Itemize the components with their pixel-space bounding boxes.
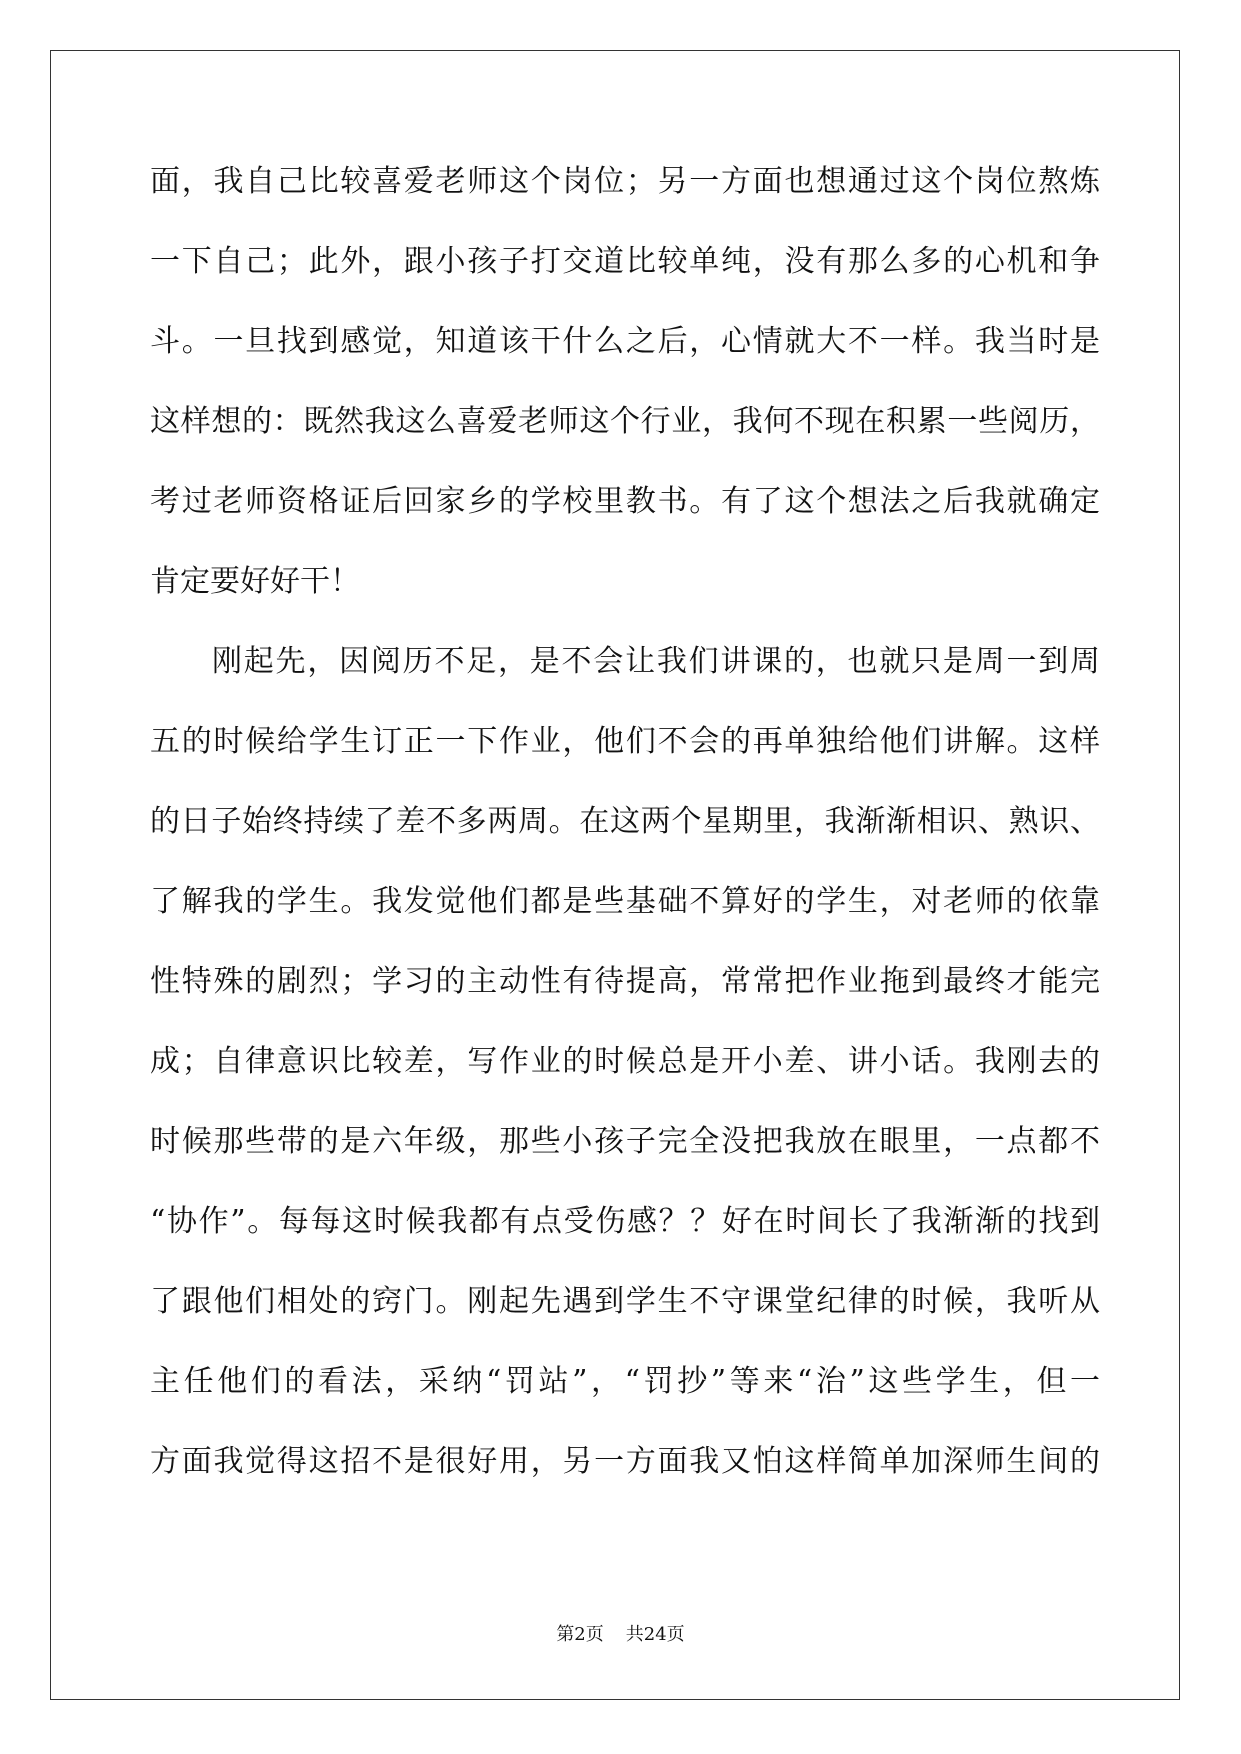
text-line: 面，我自己比较喜爱老师这个岗位；另一方面也想通过这个岗位熬炼 xyxy=(150,164,1100,199)
text-line: 了跟他们相处的窍门。刚起先遇到学生不守课堂纪律的时候，我听从 xyxy=(150,1284,1100,1319)
page-footer xyxy=(0,1620,1241,1646)
text-line: 方面我觉得这招不是很好用，另一方面我又怕这样简单加深师生间的 xyxy=(150,1444,1100,1479)
text-line: 五的时候给学生订正一下作业，他们不会的再单独给他们讲解。这样 xyxy=(150,724,1100,759)
document-body xyxy=(150,160,1100,1520)
text-line: 成；自律意识比较差，写作业的时候总是开小差、讲小话。我刚去的 xyxy=(150,1044,1100,1079)
text-line: 斗。一旦找到感觉，知道该干什么之后，心情就大不一样。我当时是 xyxy=(150,324,1100,359)
page-number: 第2页 xyxy=(556,1624,604,1645)
text-line: 的日子始终持续了差不多两周。在这两个星期里，我渐渐相识、熟识、 xyxy=(150,804,1100,839)
text-line: 一下自己；此外，跟小孩子打交道比较单纯，没有那么多的心机和争 xyxy=(150,244,1100,279)
text-line-paragraph-start: 刚起先，因阅历不足，是不会让我们讲课的，也就只是周一到周 xyxy=(212,644,1100,679)
text-line: 这样想的：既然我这么喜爱老师这个行业，我何不现在积累一些阅历， xyxy=(150,404,1100,439)
text-line: 主任他们的看法，采纳“罚站”，“罚抄”等来“治”这些学生，但一 xyxy=(150,1364,1100,1399)
text-line: 时候那些带的是六年级，那些小孩子完全没把我放在眼里，一点都不 xyxy=(150,1124,1100,1159)
text-line: 了解我的学生。我发觉他们都是些基础不算好的学生，对老师的依靠 xyxy=(150,884,1100,919)
text-line: 性特殊的剧烈；学习的主动性有待提高，常常把作业拖到最终才能完 xyxy=(150,964,1100,999)
text-line: “协作”。每每这时候我都有点受伤感？？好在时间长了我渐渐的找到 xyxy=(150,1204,1100,1239)
page-total: 共24页 xyxy=(625,1624,685,1645)
text-line: 考过老师资格证后回家乡的学校里教书。有了这个想法之后我就确定 xyxy=(150,484,1100,519)
text-line-paragraph-end: 肯定要好好干！ xyxy=(150,564,360,599)
